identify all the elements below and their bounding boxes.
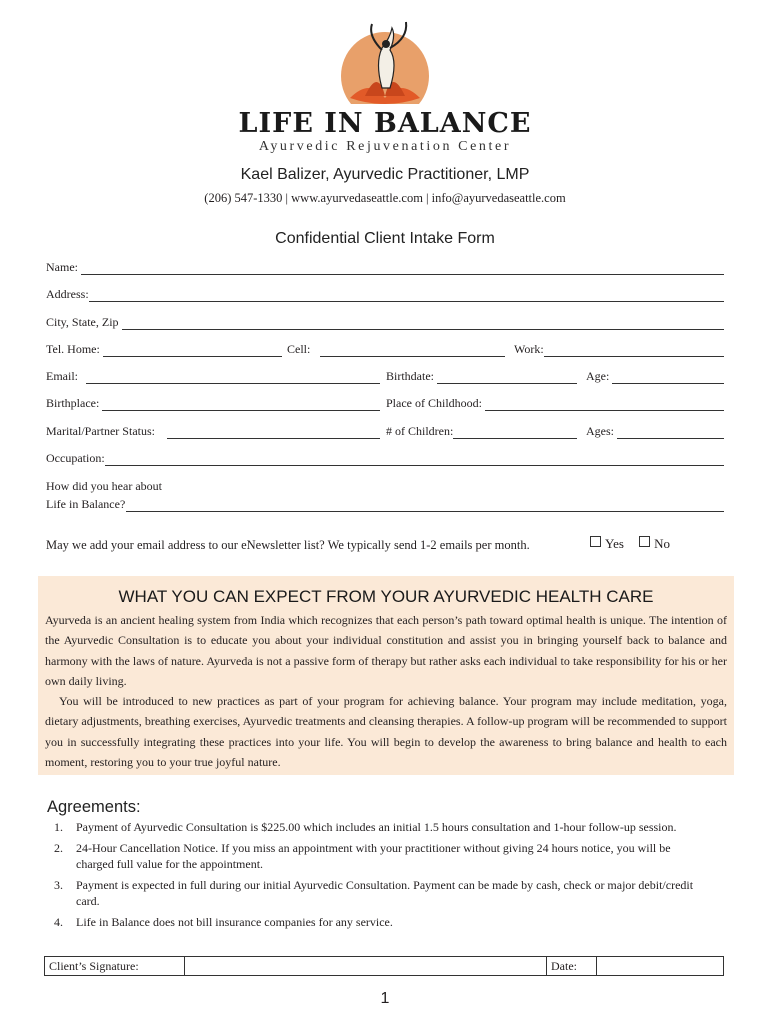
date-label: Date: xyxy=(547,957,597,975)
phone-row xyxy=(46,341,724,359)
agreement-text: 24-Hour Cancellation Notice. If you miss an appointment with your practitioner without giving 24 hours notice, you will be charged full value for the appointment. xyxy=(76,840,671,871)
children-label: # of Children: xyxy=(386,424,454,438)
address-label: Address: xyxy=(46,287,89,301)
birthdate-field[interactable] xyxy=(386,368,577,384)
no-label: No xyxy=(654,536,671,551)
birthplace-row xyxy=(46,395,724,413)
agreements-heading: Agreements: xyxy=(47,798,141,816)
agreement-number: 4. xyxy=(54,914,63,929)
age-label: Age: xyxy=(586,369,610,383)
no-checkbox[interactable] xyxy=(639,536,650,547)
occupation-label: Occupation: xyxy=(46,451,105,465)
name-label: Name: xyxy=(46,260,78,274)
birthplace-field[interactable] xyxy=(46,395,380,411)
signature-table xyxy=(44,956,724,976)
referral-row xyxy=(46,479,724,513)
brand-subtitle: Ayurvedic Rejuvenation Center xyxy=(258,139,512,154)
email-field[interactable] xyxy=(46,368,380,384)
agreement-number: 1. xyxy=(54,820,63,834)
client-signature-field[interactable] xyxy=(185,957,547,975)
newsletter-options xyxy=(590,536,670,552)
city-label: City, State, Zip xyxy=(46,315,119,329)
expectations-paragraph-1: Ayurveda is an ancient healing system from India which recognizes that each person’s path toward optimal health is unique. The intention of the Ayurvedic Consultation is to educate you about your individual constitution and assist you in bringing yourself back to balance and harmony with the laws of nature. Ayurveda is not a passive form of therapy but rather asks each individual to take responsibility for his or her own daily living. xyxy=(45,613,727,688)
form-title: Confidential Client Intake Form xyxy=(275,230,495,247)
work-label: Work: xyxy=(514,342,544,356)
birthdate-label: Birthdate: xyxy=(386,369,434,383)
newsletter-no-option[interactable] xyxy=(639,536,670,551)
agreement-item xyxy=(54,877,704,910)
ages-label: Ages: xyxy=(586,424,614,438)
client-signature-label: Client’s Signature: xyxy=(45,957,185,975)
expectations-paragraph-2: You will be introduced to new practices as part of your program for achieving balance. Your program may include meditation, yoga, dietary adjustments, breathing exercises, Ayurvedic treatments and cleansing therapies. A follow-up program will be recommended to support you in successfully integrating these practices into your life. You will begin to develop the awareness to bring balance and health to each moment, restoring you to your true joyful nature. xyxy=(45,694,727,770)
newsletter-row xyxy=(46,538,724,553)
agreement-item xyxy=(54,819,704,836)
brand-title: LIFE IN BALANCE xyxy=(238,108,532,139)
lotus-dancer-icon xyxy=(320,18,450,110)
occupation-field[interactable] xyxy=(46,450,724,466)
expectations-box xyxy=(38,576,734,775)
work-field[interactable] xyxy=(514,341,724,357)
agreement-item xyxy=(54,840,704,873)
newsletter-question: May we add your email address to our eNewsletter list? We typically send 1-2 emails per month. xyxy=(46,538,530,552)
address-row xyxy=(46,286,724,304)
agreement-text: Payment of Ayurvedic Consultation is $225.00 which includes an initial 1.5 hours consultation and 1-hour follow-up session. xyxy=(76,820,677,834)
email-row xyxy=(46,368,724,386)
age-field[interactable] xyxy=(586,368,724,384)
name-row xyxy=(46,259,724,277)
agreement-text: Life in Balance does not bill insurance companies for any service. xyxy=(76,914,393,929)
agreements-list xyxy=(54,819,704,934)
email-label: Email: xyxy=(46,369,78,383)
city-field[interactable] xyxy=(46,314,724,330)
agreement-number: 3. xyxy=(54,877,63,892)
city-row xyxy=(46,314,724,332)
expectations-heading: WHAT YOU CAN EXPECT FROM YOUR AYURVEDIC HEALTH CARE xyxy=(118,587,654,606)
yes-checkbox[interactable] xyxy=(590,536,601,547)
agreement-text: Payment is expected in full during our initial Ayurvedic Consultation. Payment can be made by cash, check or major debit/credit card. xyxy=(76,877,694,908)
marital-label: Marital/Partner Status: xyxy=(46,424,155,438)
cell-label: Cell: xyxy=(287,342,311,356)
contact-info: (206) 547-1330 | www.ayurvedaseattle.com | info@ayurvedaseattle.com xyxy=(204,191,566,205)
page-number: 1 xyxy=(380,990,390,1007)
referral-label-line1: How did you hear about xyxy=(46,479,162,493)
referral-field[interactable] xyxy=(46,496,724,512)
expectations-body xyxy=(45,610,727,772)
yes-label: Yes xyxy=(605,536,624,551)
agreement-number: 2. xyxy=(54,840,63,855)
marital-field[interactable] xyxy=(46,423,380,439)
referral-label-line2: Life in Balance? xyxy=(46,497,126,511)
practitioner-name: Kael Balizer, Ayurvedic Practitioner, LMP xyxy=(240,166,530,183)
newsletter-yes-option[interactable] xyxy=(590,536,624,551)
address-field[interactable] xyxy=(46,286,724,302)
place-childhood-label: Place of Childhood: xyxy=(386,396,482,410)
place-childhood-field[interactable] xyxy=(386,395,724,411)
date-field[interactable] xyxy=(597,957,723,975)
marital-row xyxy=(46,423,724,441)
children-field[interactable] xyxy=(386,423,577,439)
cell-field[interactable] xyxy=(287,341,505,357)
tel-home-label: Tel. Home: xyxy=(46,342,100,356)
tel-home-field[interactable] xyxy=(46,341,282,357)
ages-field[interactable] xyxy=(586,423,724,439)
occupation-row xyxy=(46,450,724,468)
agreement-item xyxy=(54,914,704,931)
birthplace-label: Birthplace: xyxy=(46,396,100,410)
name-field[interactable] xyxy=(46,259,724,275)
